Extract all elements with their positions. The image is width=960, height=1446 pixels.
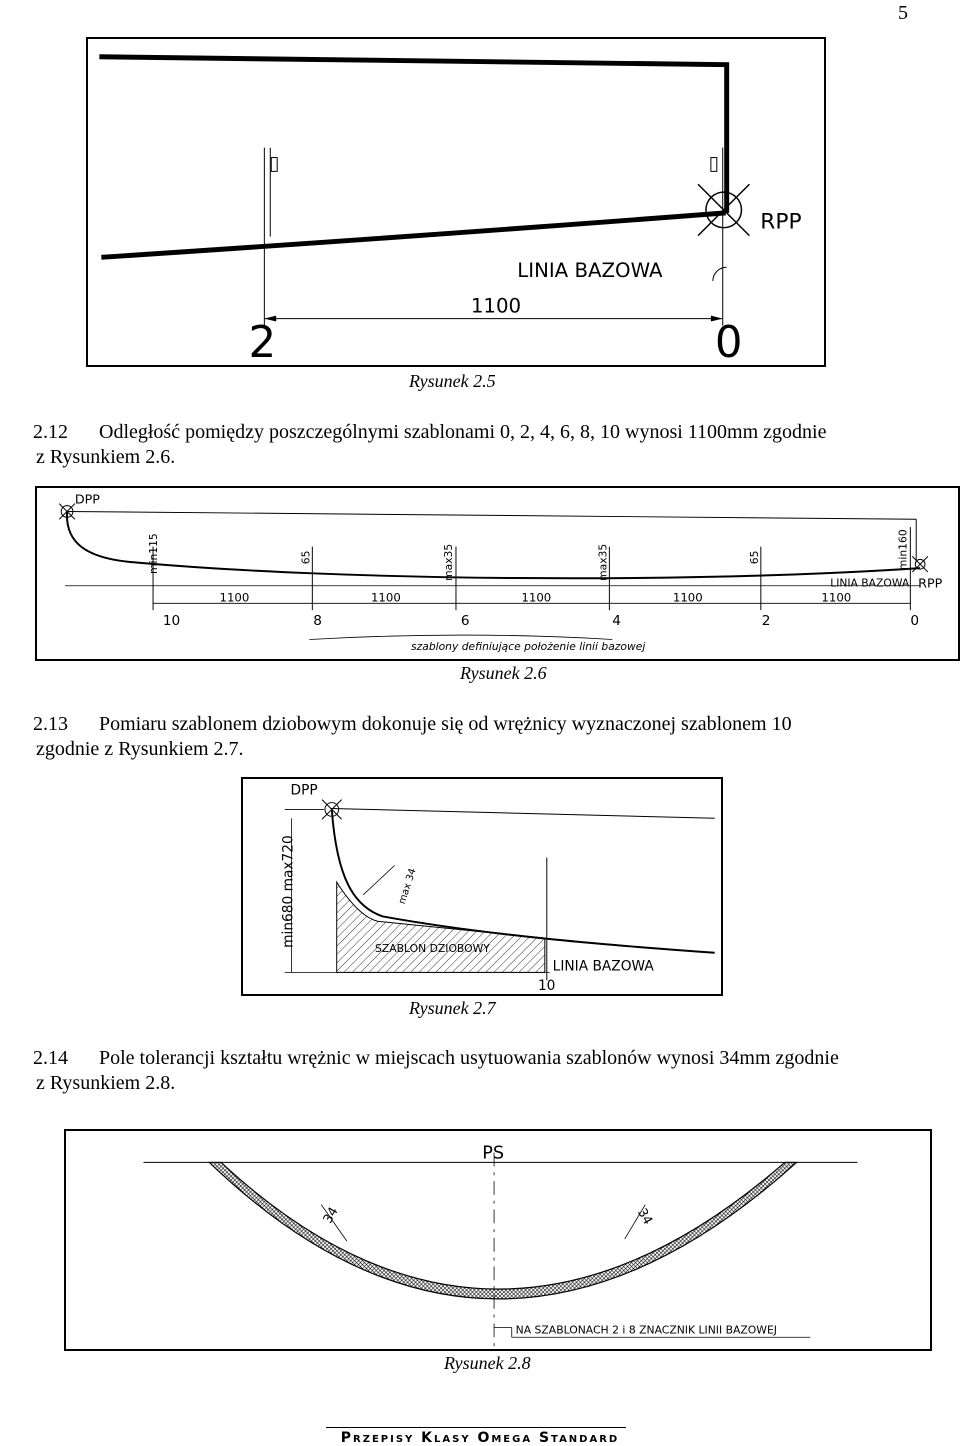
spacing-1: 1100 (219, 590, 250, 605)
ps-label: PS (482, 1143, 505, 1164)
page-number: 5 (898, 2, 908, 24)
footer-title: Przepisy Klasy Omega Standard (340, 1430, 620, 1446)
tolerance-band (209, 1162, 796, 1298)
paragraph-2-12-line2: z Rysunkiem 2.6. (36, 446, 176, 468)
station-10: 10 (162, 612, 181, 629)
dim-max35-right: max35 (596, 543, 610, 581)
paragraph-2-13 (33, 712, 792, 736)
dim-65-right: 65 (747, 550, 761, 565)
station-2: 2 (761, 612, 771, 629)
figure-2-5-drawing (88, 39, 824, 365)
dim-34-left: 34 (320, 1204, 342, 1227)
paragraph-2-13-number: 2.13 (33, 713, 68, 735)
caption-2-6: Rysunek 2.6 (460, 663, 547, 683)
dpp-label: DPP (290, 782, 318, 799)
max34-label: max 34 (396, 867, 419, 906)
station-8: 8 (313, 612, 323, 629)
paragraph-2-14-text: Pole tolerancji kształtu wrężnic w miejscach usytuowania szablonów wynosi 34mm zgodnie (99, 1047, 839, 1069)
baseline-marker-note: NA SZABLONACH 2 i 8 ZNACZNIK LINII BAZOWEJ (515, 1323, 777, 1337)
dim-min115: min115 (146, 533, 160, 574)
hull-bottom-line (101, 213, 725, 257)
paragraph-2-12-text: Odległość pomiędzy poszczególnymi szablonami 0, 2, 4, 6, 8, 10 wynosi 1100mm zgodnie (99, 421, 827, 443)
station-0: 0 (910, 612, 920, 629)
templates-note: szablony definiujące położenie linii bazowej (411, 640, 646, 654)
caption-2-7: Rysunek 2.7 (409, 998, 496, 1018)
paragraph-2-13-line2: zgodnie z Rysunkiem 2.7. (36, 738, 244, 760)
paragraph-2-13-text: Pomiaru szablonem dziobowym dokonuje się od wrężnicy wyznaczonej szablonem 10 (99, 713, 792, 735)
figure-2-8-drawing (66, 1131, 930, 1349)
figure-2-5 (86, 37, 826, 367)
linia-bazowa-label: LINIA BAZOWA (830, 576, 910, 590)
paragraph-2-12-number: 2.12 (33, 421, 68, 443)
spacing-2: 1100 (370, 590, 401, 605)
linia-bazowa-label: LINIA BAZOWA (517, 259, 663, 283)
figure-2-6-drawing (37, 488, 958, 659)
height-label: min680 max720 (280, 835, 297, 948)
figure-2-6 (35, 486, 960, 661)
footer-rule (326, 1427, 626, 1428)
caption-2-5: Rysunek 2.5 (409, 371, 496, 391)
paragraph-2-14-line2: z Rysunkiem 2.8. (36, 1072, 176, 1094)
dim-min160: min160 (896, 529, 910, 571)
dim-max35-left: max35 (442, 543, 456, 581)
spacing-3: 1100 (521, 590, 552, 605)
dimension-label: 1100 (470, 294, 522, 318)
station-10-label: 10 (537, 978, 556, 994)
paragraph-2-14 (33, 1046, 839, 1070)
szablon-dziobowy-label: SZABLON DZIOBOWY (374, 941, 490, 955)
dim-65-left: 65 (299, 550, 313, 565)
spacing-5: 1100 (821, 590, 852, 605)
paragraph-2-12 (33, 420, 826, 444)
station-2-label: 2 (248, 318, 277, 365)
paragraph-2-14-number: 2.14 (33, 1047, 68, 1069)
station-4: 4 (612, 612, 622, 629)
caption-2-8: Rysunek 2.8 (444, 1353, 531, 1373)
figure-2-7-drawing (243, 779, 721, 994)
station-6: 6 (460, 612, 470, 629)
linia-bazowa-label: LINIA BAZOWA (552, 958, 654, 975)
dim-34-right: 34 (633, 1206, 656, 1228)
hull-deck-line (99, 57, 726, 213)
figure-2-8 (64, 1129, 932, 1351)
station-0-label: 0 (714, 318, 743, 365)
rpp-label: RPP (918, 575, 943, 591)
keel-line (67, 511, 920, 578)
rpp-label: RPP (760, 209, 802, 235)
figure-2-7 (241, 777, 723, 996)
dpp-label: DPP (74, 491, 100, 507)
spacing-4: 1100 (672, 590, 703, 605)
